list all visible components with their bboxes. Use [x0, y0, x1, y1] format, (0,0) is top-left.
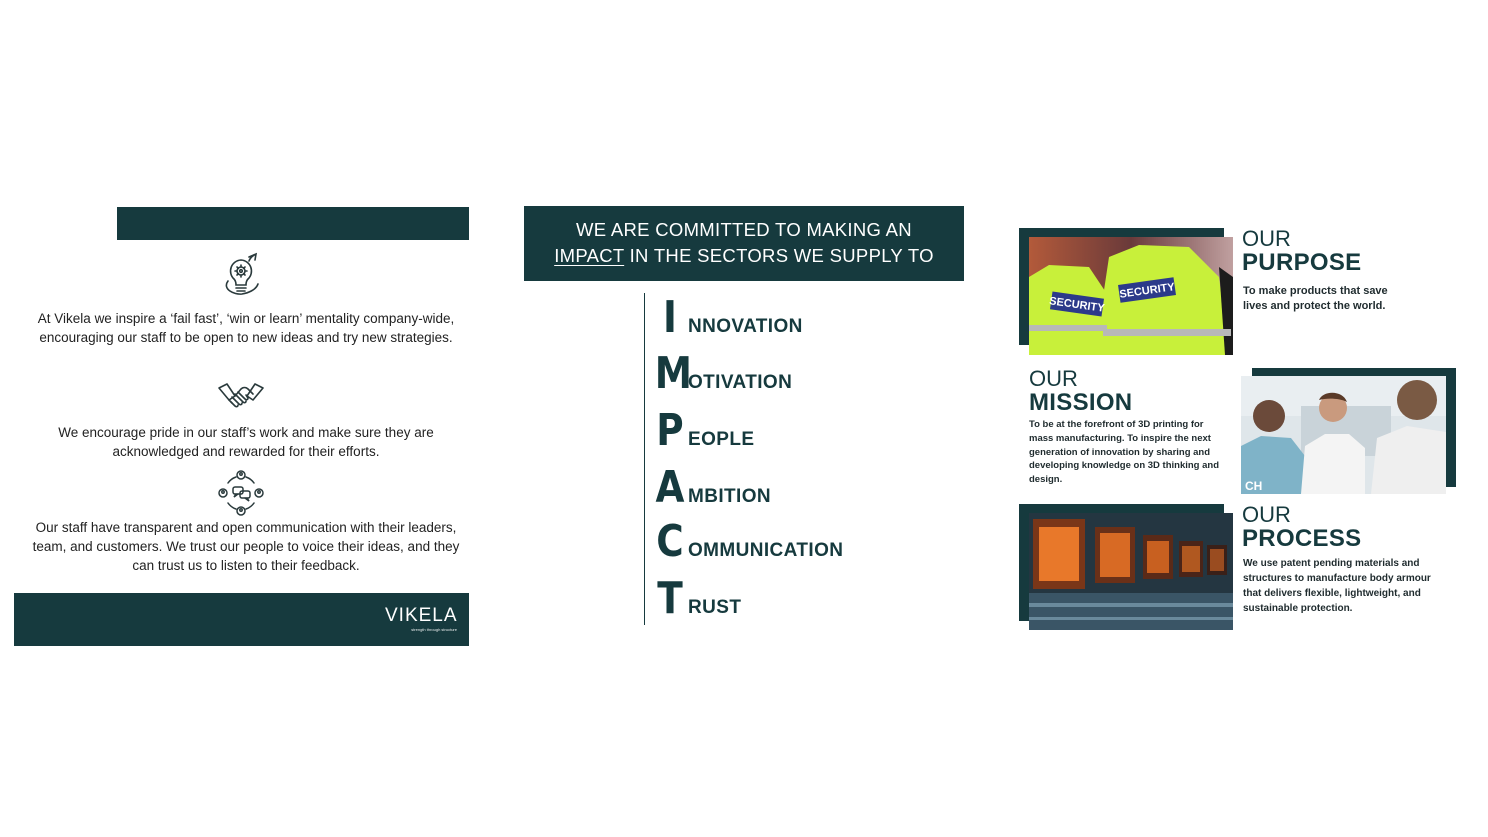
mission-body: To be at the forefront of 3D printing for mass manufacturing. To inspire the next generation of innovation by sharing and developing knowledge on 3D thinking and design. [1029, 419, 1220, 486]
vest-label-right: SECURITY [1118, 281, 1176, 301]
communication-network-icon [216, 468, 266, 518]
impact-word-rest: NNOVATION [688, 316, 803, 337]
impact-letter: A [655, 462, 685, 513]
impact-word-rest: MBITION [688, 486, 772, 507]
impact-header [524, 206, 964, 281]
impact-row-trust [652, 573, 742, 624]
impact-row-ambition [652, 462, 772, 513]
impact-word-rest: EOPLE [688, 429, 755, 450]
value-text-motivation: We encourage pride in our staff’s work and make sure they are acknowledged and rewarded for their efforts. [58, 425, 434, 459]
impact-header-line2-rest: IN THE SECTORS WE SUPPLY TO [624, 245, 934, 266]
impact-letter: T [657, 573, 683, 624]
impact-header-line2 [524, 243, 964, 269]
impact-word-rest: RUST [688, 597, 742, 618]
impact-header-line1: WE ARE COMMITTED TO MAKING AN [576, 219, 912, 240]
svg-text:CH: CH [1245, 479, 1263, 493]
impact-letter: M [654, 348, 692, 399]
process-our: OUR [1242, 502, 1291, 527]
impact-divider [644, 293, 645, 625]
value-text-innovation: At Vikela we inspire a ‘fail fast’, ‘win or learn’ mentality company-wide, encouraging our staff to be open to new ideas and try new strategies. [37, 311, 455, 345]
impact-row-motivation [652, 348, 793, 399]
vest-label-left: SECURITY [1048, 295, 1106, 315]
impact-row-innovation [652, 292, 803, 343]
purpose-our: OUR [1242, 226, 1291, 251]
3d-printers-photo [1029, 513, 1233, 630]
mission-title: MISSION [1029, 389, 1133, 416]
vikela-logo [385, 605, 457, 635]
team-meeting-photo [1241, 376, 1446, 494]
process-body: We use patent pending materials and structures to manufacture body armour that delivers flexible, lightweight, and sustainable protection. [1243, 558, 1431, 614]
impact-letter: C [656, 516, 684, 567]
purpose-body: To make products that save lives and protect the world. [1243, 285, 1388, 312]
mission-our: OUR [1029, 366, 1078, 391]
left-top-bar [117, 207, 469, 240]
impact-header-emphasis: IMPACT [554, 245, 625, 266]
impact-letter: I [663, 292, 677, 343]
impact-word-rest: OTIVATION [688, 372, 793, 393]
impact-row-people [652, 405, 755, 456]
handshake-icon [216, 370, 266, 420]
left-footer-bar [14, 593, 469, 646]
process-title: PROCESS [1242, 525, 1362, 552]
impact-word-rest: OMMUNICATION [688, 540, 844, 561]
purpose-title: PURPOSE [1242, 249, 1362, 276]
impact-letter: P [656, 405, 684, 456]
logo-tagline: strength through structure [411, 627, 457, 632]
lightbulb-gear-icon [216, 251, 266, 301]
logo-wordmark: VIKELA [385, 605, 458, 626]
value-text-communication: Our staff have transparent and open communication with their leaders, team, and customers. We trust our people to voice their ideas, and they can trust us to listen to their feedback. [32, 520, 460, 573]
security-guards-photo [1029, 237, 1233, 355]
impact-row-communication [652, 516, 844, 567]
